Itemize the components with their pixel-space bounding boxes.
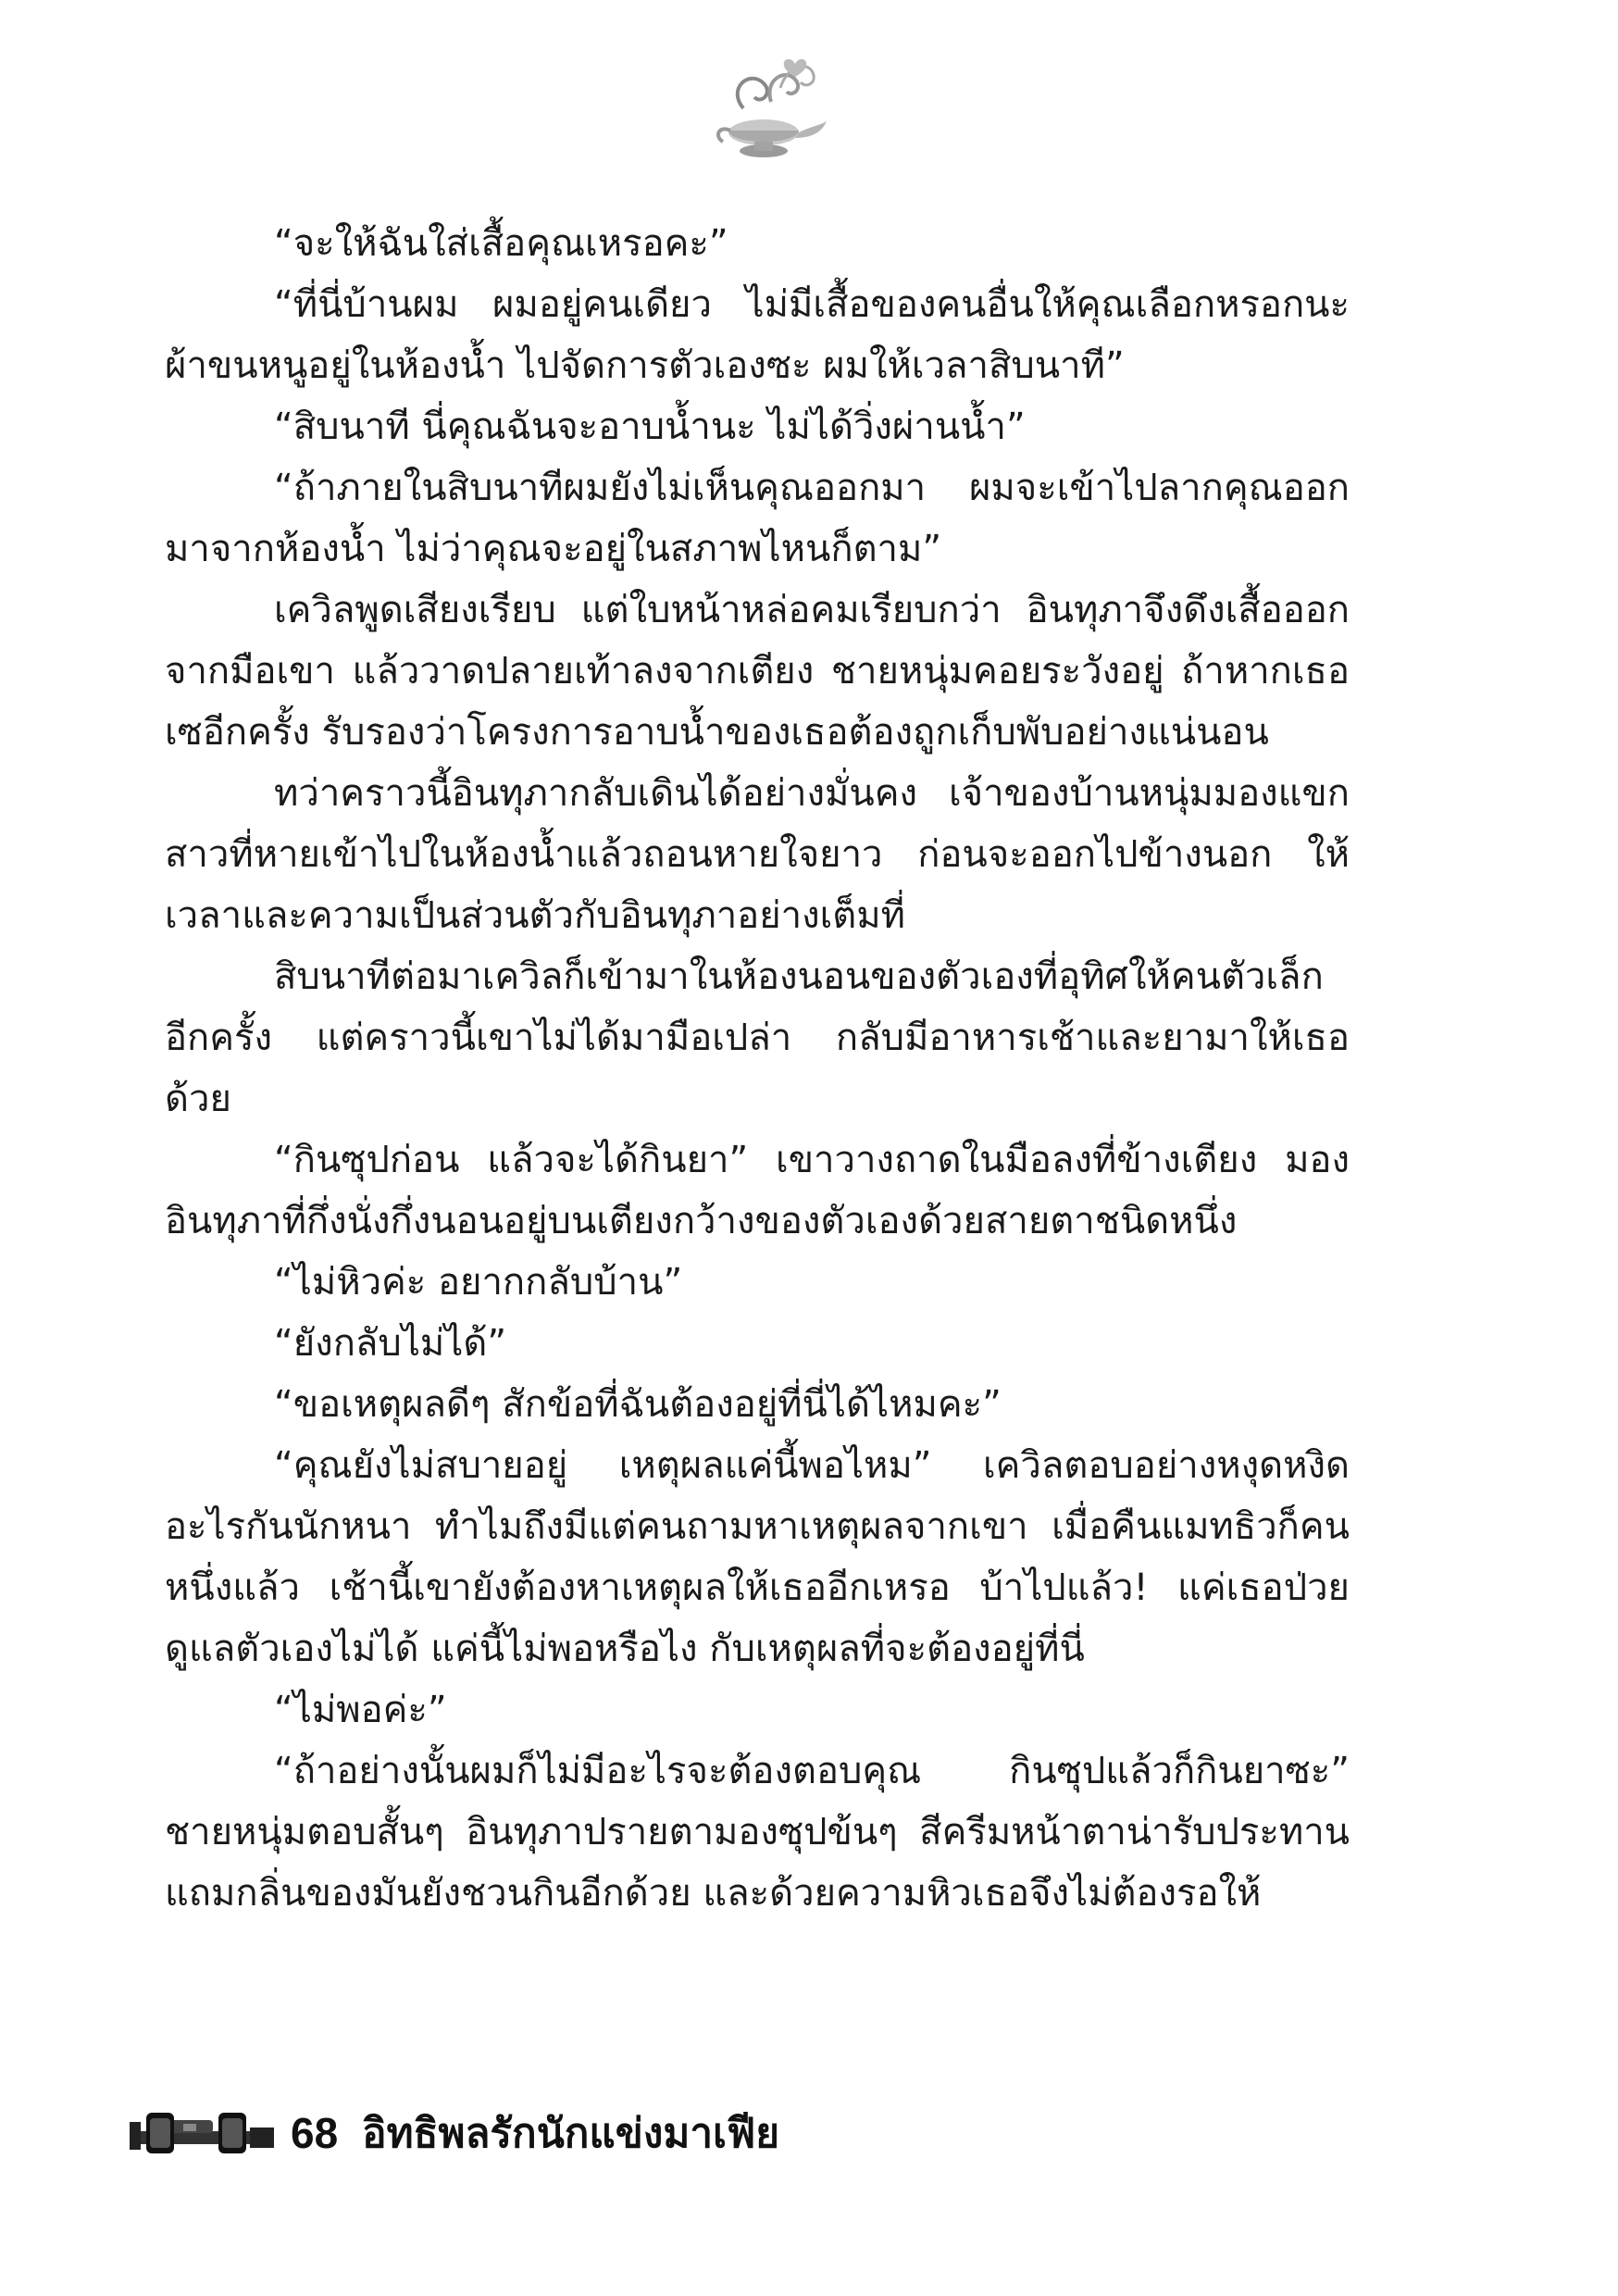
paragraph: “คุณยังไม่สบายอยู่ เหตุผลแค่นี้พอไหม” เควิลตอบอย่างหงุดหงิด อะไรกันนักหนา ทำไมถึงมีแต่คนถามหาเหตุผลจากเขา เมื่อคืนแมทธิวก็คนหนึ่งแล้ว เช้านี้เขายังต้องหาเหตุผลให้เธออีกเหรอ บ้าไปแล้ว! แค่เธอป่วย ดูแลตัวเองไม่ได้ แค่นี้ไม่พอหรือไง กับเหตุผลที่จะต้องอยู่ที่นี่ <box>165 1444 1350 1670</box>
paragraph: “กินซุปก่อน แล้วจะได้กินยา” เขาวางถาดในมือลงที่ข้างเตียง มองอินทุภาที่กึ่งนั่งกึ่งนอนอยู่บนเตียงกว้างของตัวเองด้วยสายตาชนิดหนึ่ง <box>165 1139 1350 1242</box>
paragraph: “ที่นี่บ้านผม ผมอยู่คนเดียว ไม่มีเสื้อของคนอื่นให้คุณเลือกหรอกนะ ผ้าขนหนูอยู่ในห้องน้ำ ไปจัดการตัวเองซะ ผมให้เวลาสิบนาที” <box>165 283 1350 387</box>
paragraph: “ถ้าอย่างนั้นผมก็ไม่มีอะไรจะต้องตอบคุณ กินซุปแล้วก็กินยาซะ” ชายหนุ่มตอบสั้นๆ อินทุภาปรายตามองซุปข้นๆ สีครีมหน้าตาน่ารับประทาน แถมกลิ่นของมันยังชวนกินอีกด้วย และด้วยความหิวเธอจึงไม่ต้องรอให้ <box>165 1750 1350 1915</box>
page-footer <box>130 2096 779 2170</box>
paragraph: ทว่าคราวนี้อินทุภากลับเดินได้อย่างมั่นคง เจ้าของบ้านหนุ่มมองแขกสาวที่หายเข้าไปในห้องน้ำแล้วถอนหายใจยาว ก่อนจะออกไปข้างนอก ให้เวลาและความเป็นส่วนตัวกับอินทุภาอย่างเต็มที่ <box>165 772 1350 937</box>
page-number: 68 <box>291 2109 339 2157</box>
paragraph: “ไม่พอค่ะ” <box>274 1689 447 1731</box>
lamp-ornament-icon <box>699 51 828 167</box>
paragraph: “ไม่หิวค่ะ อยากกลับบ้าน” <box>274 1261 683 1304</box>
paragraph: “ถ้าภายในสิบนาทีผมยังไม่เห็นคุณออกมา ผมจะเข้าไปลากคุณออกมาจากห้องน้ำ ไม่ว่าคุณจะอยู่ในสภาพไหนก็ตาม” <box>165 467 1350 570</box>
paragraph: “จะให้ฉันใส่เสื้อคุณเหรอคะ” <box>274 222 728 265</box>
paragraph: “สิบนาที นี่คุณฉันจะอาบน้ำนะ ไม่ได้วิ่งผ่านน้ำ” <box>274 406 1026 448</box>
paragraph: “ยังกลับไม่ได้” <box>274 1322 507 1365</box>
paragraph: เควิลพูดเสียงเรียบ แต่ใบหน้าหล่อคมเรียบกว่า อินทุภาจึงดึงเสื้อออกจากมือเขา แล้ววาดปลายเท้าลงจากเตียง ชายหนุ่มคอยระวังอยู่ ถ้าหากเธอเซอีกครั้ง รับรองว่าโครงการอาบน้ำของเธอต้องถูกเก็บพับอย่างแน่นอน <box>165 589 1350 754</box>
book-title: อิทธิพลรักนักแข่งมาเฟีย <box>362 2110 780 2157</box>
paragraph: สิบนาทีต่อมาเควิลก็เข้ามาในห้องนอนของตัวเองที่อุทิศให้คนตัวเล็กอีกครั้ง แต่คราวนี้เขาไม่ได้มามือเปล่า กลับมีอาหารเช้าและยามาให้เธอด้วย <box>165 955 1350 1120</box>
race-car-icon <box>130 2103 278 2163</box>
paragraph: “ขอเหตุผลดีๆ สักข้อที่ฉันต้องอยู่ที่นี่ได้ไหมคะ” <box>274 1383 1002 1426</box>
story-body <box>165 213 1350 1924</box>
